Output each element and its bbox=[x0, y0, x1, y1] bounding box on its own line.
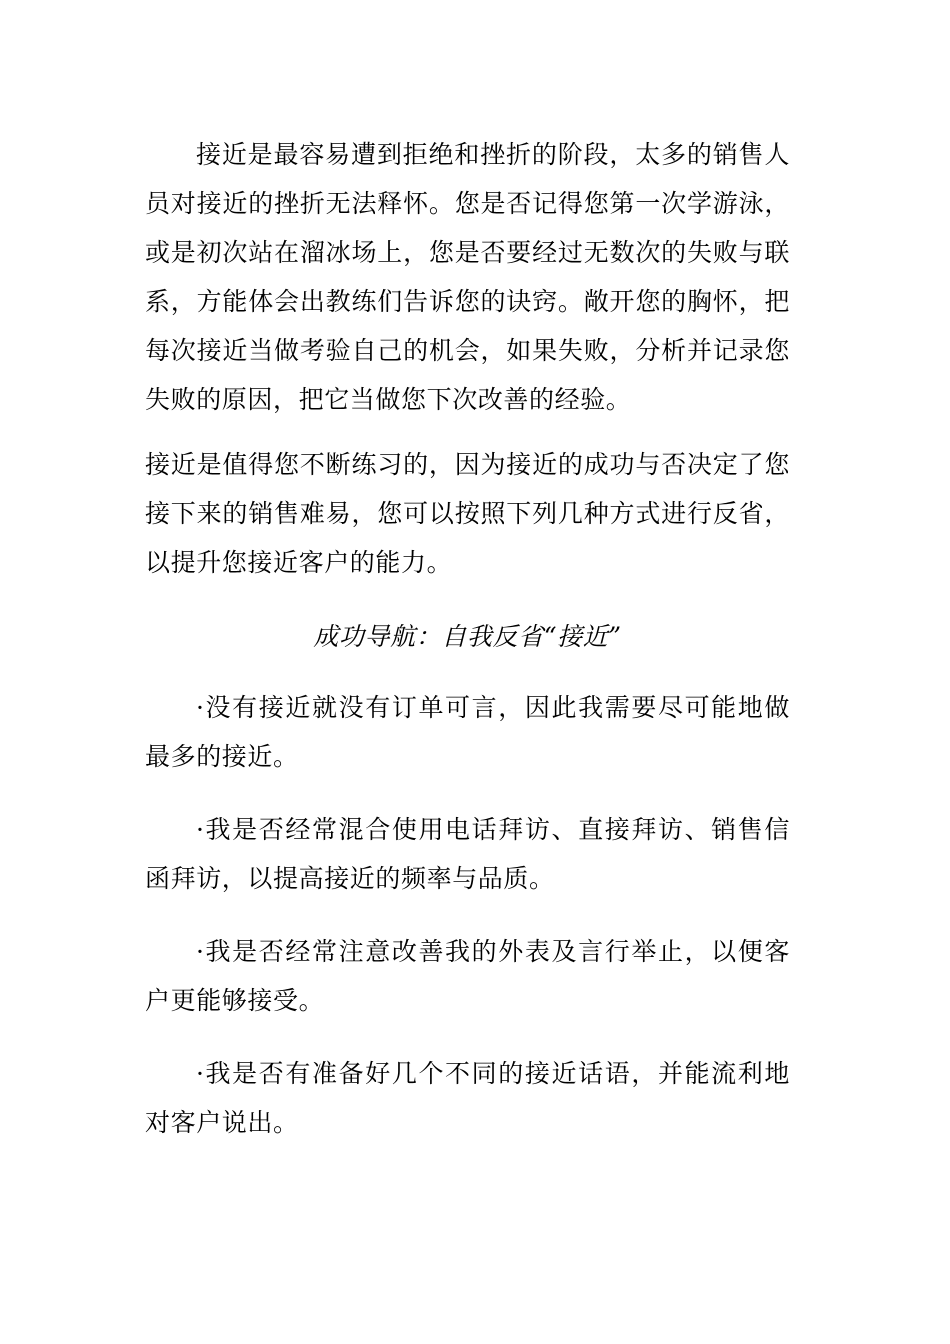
document-page bbox=[145, 130, 790, 1171]
section-heading: 成功导航：自我反省“接近” bbox=[313, 622, 622, 651]
reflection-item-3: ·我是否经常注意改善我的外表及言行举止，以便客户更能够接受。 bbox=[145, 937, 790, 1015]
reflection-item-2: ·我是否经常混合使用电话拜访、直接拜访、销售信函拜访，以提高接近的频率与品质。 bbox=[145, 815, 790, 893]
reflection-item-4: ·我是否有准备好几个不同的接近话语，并能流利地对客户说出。 bbox=[145, 1059, 790, 1137]
reflection-item-1: ·没有接近就没有订单可言，因此我需要尽可能地做最多的接近。 bbox=[145, 693, 790, 771]
intro-paragraph: 接近是最容易遭到拒绝和挫折的阶段，太多的销售人员对接近的挫折无法释怀。您是否记得您第一次学游泳，或是初次站在溜冰场上，您是否要经过无数次的失败与联系，方能体会出教练们告诉您的诀窍。敞开您的胸怀，把每次接近当做考验自己的机会，如果失败，分析并记录您失败的原因，把它当做您下次改善的经验。 bbox=[145, 140, 790, 414]
practice-paragraph: 接近是值得您不断练习的，因为接近的成功与否决定了您接下来的销售难易，您可以按照下列几种方式进行反省，以提升您接近客户的能力。 bbox=[145, 450, 790, 577]
